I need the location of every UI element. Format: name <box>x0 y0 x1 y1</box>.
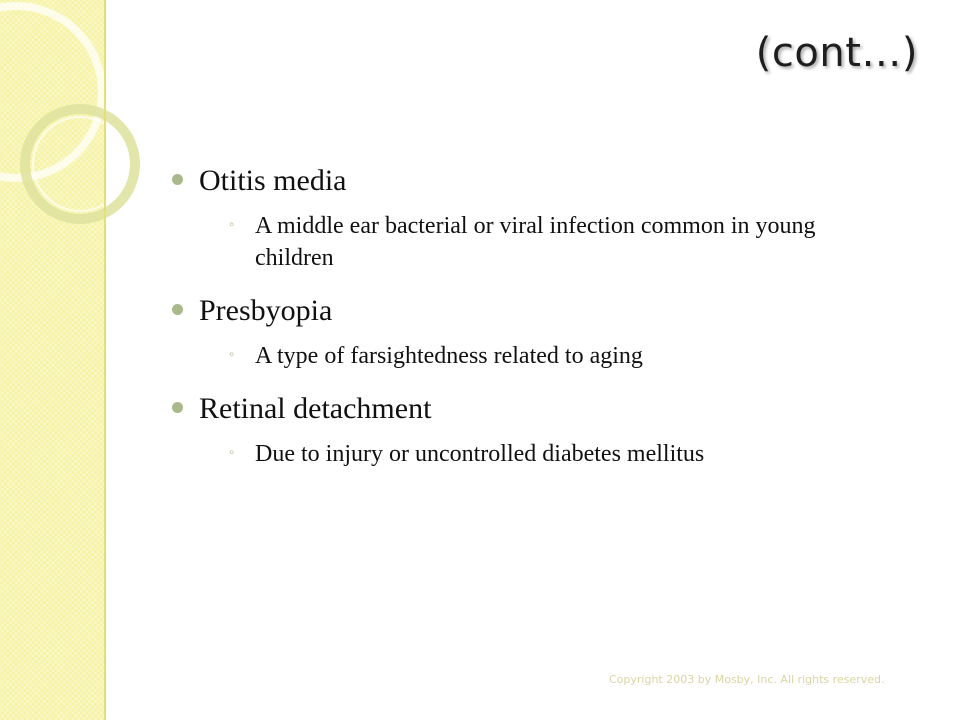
filled-circle-bullet-icon <box>172 402 183 413</box>
hollow-circle-bullet-icon: ◦ <box>229 217 235 233</box>
copyright-footer: Copyright 2003 by Mosby, Inc. All rights reserved. <box>609 673 885 686</box>
bullet-item-otitis-media <box>172 160 872 274</box>
bullet-label: Otitis media <box>199 164 347 197</box>
filled-circle-bullet-icon <box>172 304 183 315</box>
decorative-side-panel <box>0 0 106 720</box>
bullet-label: Presbyopia <box>199 294 333 327</box>
sub-bullet-item <box>199 340 872 372</box>
decorative-ring-inner <box>32 116 128 212</box>
sub-bullet-text: A middle ear bacterial or viral infection common in young children <box>255 213 816 271</box>
sub-bullet-text: Due to injury or uncontrolled diabetes mellitus <box>255 441 705 467</box>
bullet-label: Retinal detachment <box>199 392 432 425</box>
hollow-circle-bullet-icon: ◦ <box>229 445 235 461</box>
bullet-item-presbyopia <box>172 290 872 372</box>
slide-title: (cont…) <box>755 30 918 76</box>
sub-bullet-item <box>199 438 872 470</box>
sub-bullet-item <box>199 210 872 274</box>
hollow-circle-bullet-icon: ◦ <box>229 347 235 363</box>
sub-bullet-text: A type of farsightedness related to aging <box>255 343 643 369</box>
bullet-list <box>172 160 872 486</box>
side-panel-edge <box>104 0 106 720</box>
filled-circle-bullet-icon <box>172 174 183 185</box>
bullet-item-retinal-detachment <box>172 388 872 470</box>
